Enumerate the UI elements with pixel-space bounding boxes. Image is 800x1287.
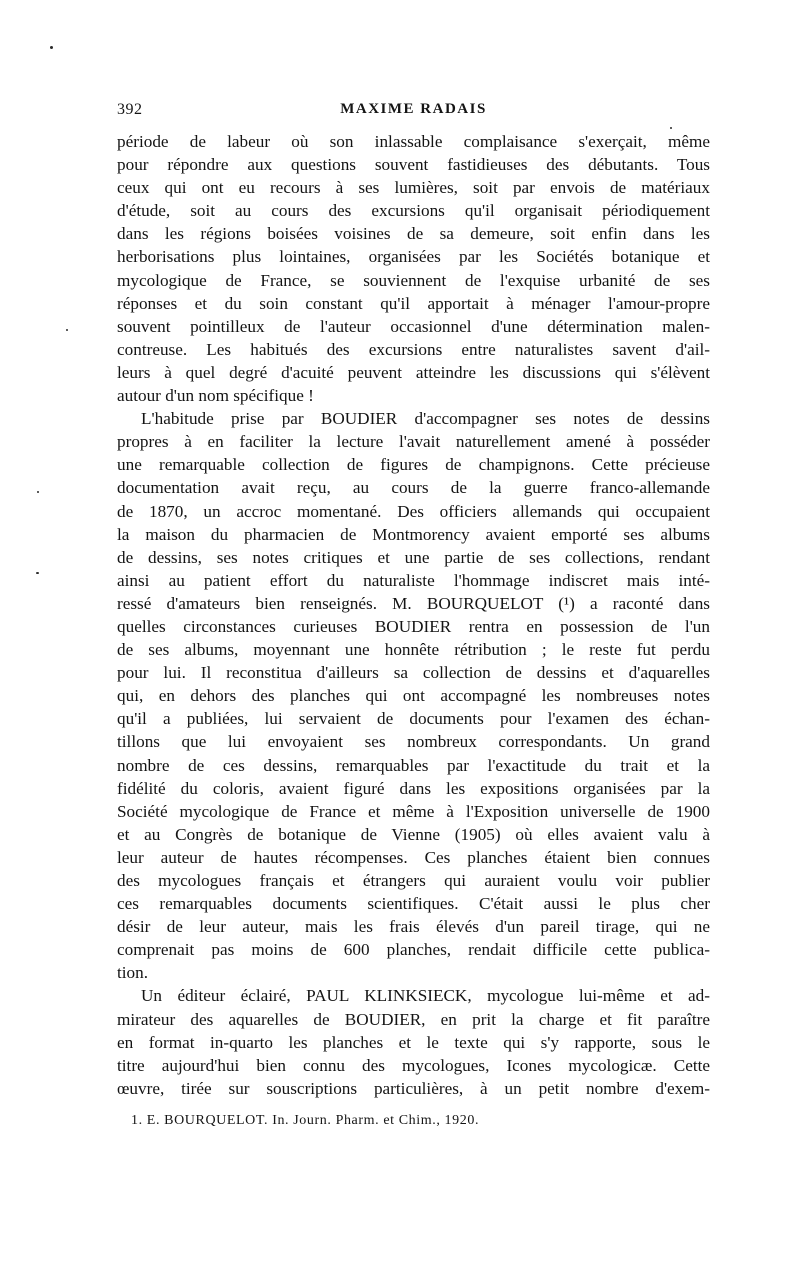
text-line: tillons que lui envoyaient ses nombreux correspondants. Un grand — [117, 732, 710, 752]
scan-speck — [66, 329, 68, 331]
text-line: des mycologues français et étrangers qui auraient voulu voir publier — [117, 871, 710, 890]
footnote: 1. E. BOURQUELOT. In. Journ. Pharm. et Chim., 1920. — [131, 1113, 480, 1128]
text-line: de dessins, ses notes critiques et une partie de ses collections, rendant — [117, 547, 710, 567]
text-line: pour lui. Il reconstitua d'ailleurs sa collection de dessins et d'aquarelles — [117, 663, 710, 683]
text-line: pour répondre aux questions souvent fastidieuses des débutants. Tous — [117, 155, 710, 175]
text-line: en format in-quarto les planches et le texte qui s'y rapporte, sous le — [117, 1032, 710, 1052]
text-line: ceux qui ont eu recours à ses lumières, soit par envois de matériaux — [117, 178, 710, 198]
text-line: tion. — [117, 963, 149, 983]
running-title: MAXIME RADAIS — [340, 101, 487, 117]
text-line: réponses et du soin constant qu'il apportait à ménager l'amour-propre — [117, 293, 710, 313]
text-line: nombre de ces dessins, remarquables par l'exactitude du trait et la — [117, 755, 710, 775]
text-line: herborisations plus lointaines, organisées par les Sociétés botanique et — [117, 247, 710, 267]
scan-speck — [37, 491, 39, 493]
page-header — [117, 101, 710, 123]
text-line: propres à en faciliter la lecture l'avait naturellement amené à posséder — [117, 432, 710, 452]
text-line: Un éditeur éclairé, PAUL KLINKSIECK, mycologue lui-même et ad- — [141, 986, 710, 1006]
text-line: Société mycologique de France et même à l'Exposition universelle de 1900 — [117, 801, 710, 821]
text-line: comprenait pas moins de 600 planches, rendait difficile cette publica- — [117, 940, 710, 960]
page-number: 392 — [117, 101, 143, 118]
text-line: mirateur des aquarelles de BOUDIER, en prit la charge et fit paraître — [117, 1009, 710, 1029]
scan-speck — [36, 572, 39, 574]
text-line: de 1870, un accroc momentané. Des officiers allemands qui occupaient — [117, 501, 710, 521]
text-line: et au Congrès de botanique de Vienne (1905) où elles avaient valu à — [117, 824, 710, 844]
text-line: de ses albums, moyennant une honnête rétribution ; le reste fut perdu — [117, 640, 710, 660]
text-line: souvent pointilleux de l'auteur occasionnel d'une détermination malen- — [117, 316, 710, 336]
text-line: L'habitude prise par BOUDIER d'accompagner ses notes de dessins — [141, 409, 710, 429]
scan-speck — [50, 46, 53, 49]
text-line: leurs à quel degré d'acuité peuvent atteindre les discussions qui s'élèvent — [117, 362, 710, 382]
text-line: dans les régions boisées voisines de sa demeure, soit enfin dans les — [117, 224, 710, 244]
text-line: titre aujourd'hui bien connu des mycologues, Icones mycologicæ. Cette — [117, 1055, 710, 1075]
text-line: d'étude, soit au cours des excursions qu'il organisait périodiquement — [117, 201, 710, 221]
text-line: mycologique de France, se souviennent de l'exquise urbanité de ses — [117, 270, 710, 290]
text-line: ressé d'amateurs bien renseignés. M. BOURQUELOT (¹) a raconté dans — [117, 593, 710, 613]
text-line: leur auteur de hautes récompenses. Ces planches étaient bien connues — [117, 847, 710, 867]
text-line: ainsi au patient effort du naturaliste l'hommage indiscret mais inté- — [117, 570, 710, 590]
scan-speck — [670, 127, 672, 129]
text-line: qui, en dehors des planches qui ont accompagné les nombreuses notes — [117, 686, 710, 706]
text-line: ces remarquables documents scientifiques. C'était aussi le plus cher — [117, 894, 710, 914]
body-text — [117, 130, 710, 1100]
text-line: désir de leur auteur, mais les frais élevés d'un pareil tirage, qui ne — [117, 917, 710, 937]
text-line: fidélité du coloris, avaient figuré dans les expositions organisées par la — [117, 778, 710, 798]
text-line: la maison du pharmacien de Montmorency avaient emporté ses albums — [117, 524, 710, 544]
text-line: qu'il a publiées, lui servaient de documents pour l'examen des échan- — [117, 709, 710, 729]
text-line: autour d'un nom spécifique ! — [117, 386, 314, 406]
text-line: période de labeur où son inlassable complaisance s'exerçait, même — [117, 132, 710, 151]
text-line: quelles circonstances curieuses BOUDIER rentra en possession de l'un — [117, 616, 710, 636]
text-line: une remarquable collection de figures de champignons. Cette précieuse — [117, 455, 710, 475]
text-line: documentation avait reçu, au cours de la guerre franco-allemande — [117, 478, 710, 498]
text-line: œuvre, tirée sur souscriptions particulières, à un petit nombre d'exem- — [117, 1078, 710, 1098]
text-line: contreuse. Les habitués des excursions entre naturalistes savent d'ail- — [117, 339, 710, 359]
